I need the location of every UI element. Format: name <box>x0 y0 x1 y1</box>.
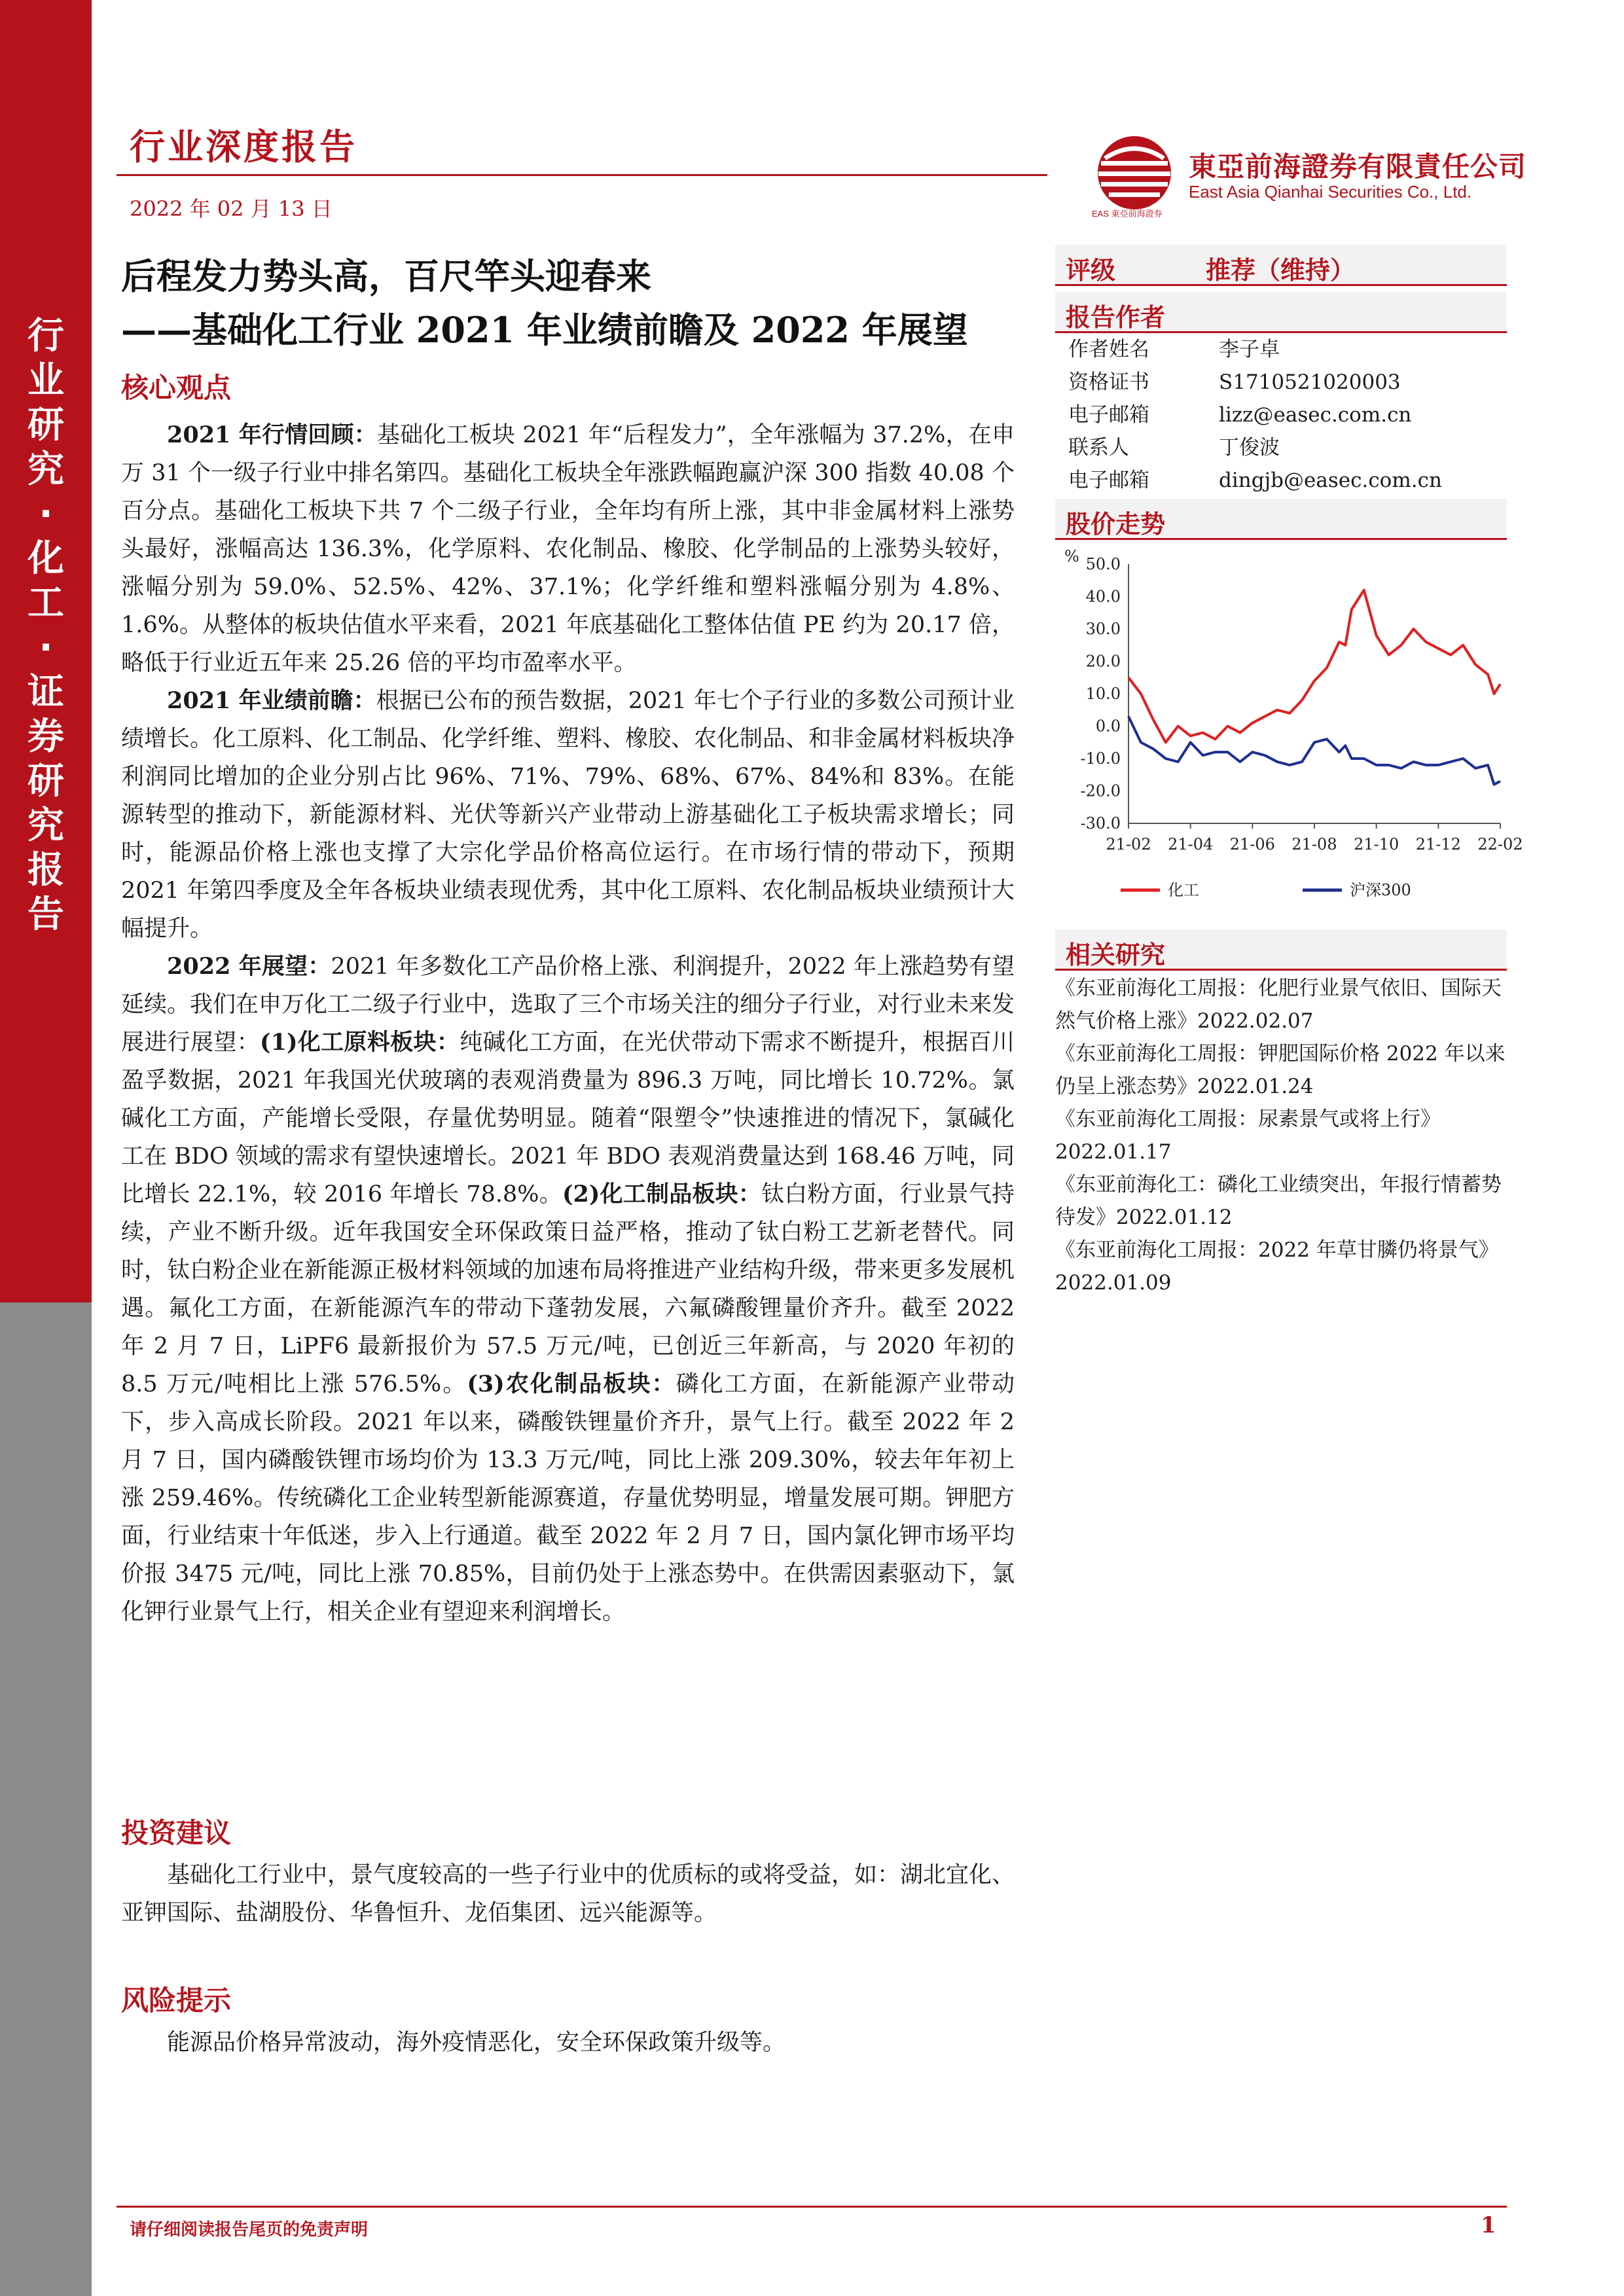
paragraph-review <box>121 416 1015 682</box>
author-row-label: 电子邮箱 <box>1068 469 1149 492</box>
author-row-label: 作者姓名 <box>1068 338 1149 361</box>
related-item[interactable]: 《东亚前海化工周报：尿素景气或将上行》2022.01.17 <box>1055 1107 1441 1164</box>
sidebar-char: 告 <box>27 893 64 936</box>
y-tick-label: 50.0 <box>1085 555 1121 573</box>
author-row-label: 联系人 <box>1068 436 1129 459</box>
paragraph-text: 钛白粉方面，行业景气持续，产业不断升级。近年我国安全环保政策日益严格，推动了钛白粉工艺新老替代。同时，钛白粉企业在新能源正极材料领域的加速布局将推进产业结构升级，带来更多发展机遇。氟化工方面，在新能源汽车的带动下蓬勃发展，六氟磷酸锂量价齐升。截至 2022 年 2 月 7 日，LiPF6 最新报价为 57.5 万元/吨，已创近三年新高，与 2020 年初的 8.5 万元/吨相比上涨 576.5%。 <box>121 1181 1015 1397</box>
related-item[interactable]: 《东亚前海化工周报：化肥行业景气依旧、国际天然气价格上涨》2022.02.07 <box>1055 977 1502 1033</box>
report-title: 后程发力势头高，百尺竿头迎春来 <box>121 255 651 297</box>
author-row-value: 李子卓 <box>1219 338 1280 361</box>
related-bar <box>1055 929 1507 971</box>
rating-bar <box>1055 245 1507 286</box>
report-date: 2022 年 02 月 13 日 <box>130 196 333 221</box>
paragraph-lead: 2021 年行情回顾： <box>167 422 377 448</box>
paragraph-text: 2021 年多数化工产品价格上涨、利润提升，2022 年上涨趋势有望延续。我们在申万化工二级子行业中，选取了三个市场关注的细分子行业，对行业未来发展进行展望： <box>121 954 1015 1056</box>
authors-title: 报告作者 <box>1066 303 1166 332</box>
author-row-value: lizz@easec.com.cn <box>1219 403 1412 427</box>
x-tick-label: 22-02 <box>1477 835 1523 853</box>
risk-body <box>121 2024 1015 2062</box>
invest-body <box>121 1856 1015 1932</box>
y-tick-label: -10.0 <box>1080 749 1121 768</box>
x-tick-label: 21-04 <box>1168 835 1214 853</box>
x-tick-label: 21-12 <box>1415 835 1461 853</box>
x-tick-label: 21-02 <box>1106 835 1151 853</box>
related-item[interactable]: 《东亚前海化工周报：2022 年草甘膦仍将景气》2022.01.09 <box>1055 1238 1499 1295</box>
related-title: 相关研究 <box>1066 941 1166 969</box>
author-row-value: dingjb@easec.com.cn <box>1219 469 1442 492</box>
company-name-en: East Asia Qianhai Securities Co., Ltd. <box>1189 182 1472 202</box>
report-type: 行业深度报告 <box>130 126 357 168</box>
paragraph-lead: (3)农化制品板块： <box>467 1371 676 1397</box>
paragraph-outlook <box>121 948 1015 1631</box>
report-subtitle: ——基础化工行业 2021 年业绩前瞻及 2022 年展望 <box>121 309 968 351</box>
paragraph-lead: 2022 年展望： <box>167 953 331 980</box>
paragraph-lead: 2021 年业绩前瞻： <box>167 687 376 714</box>
section-invest-heading: 投资建议 <box>121 1817 232 1849</box>
series-line-csi300 <box>1128 717 1500 785</box>
legend-label: 化工 <box>1168 881 1199 899</box>
sidebar-char: 券 <box>27 715 64 758</box>
page-number: 1 <box>1481 2212 1496 2238</box>
sidebar-char: 证 <box>27 671 64 713</box>
y-tick-label: 0.0 <box>1095 717 1121 736</box>
sidebar-char: 研 <box>27 404 64 446</box>
x-tick-label: 21-10 <box>1354 835 1399 853</box>
x-tick-label: 21-08 <box>1291 835 1337 853</box>
sidebar <box>0 0 92 2296</box>
y-tick-label: -30.0 <box>1080 814 1121 833</box>
y-tick-label: 30.0 <box>1085 620 1121 638</box>
series-line-chemical <box>1128 590 1500 743</box>
author-row <box>1068 431 1280 460</box>
company-name-cn: 東亞前海證券有限責任公司 <box>1189 151 1527 183</box>
paragraph-lead: (1)化工原料板块： <box>260 1029 460 1056</box>
legend-label: 沪深300 <box>1350 881 1411 899</box>
author-row-value: S1710521020003 <box>1219 370 1401 394</box>
sidebar-char: 工 <box>27 582 64 624</box>
sidebar-char: · <box>39 493 53 535</box>
authors-bar <box>1055 292 1507 333</box>
author-row <box>1068 365 1401 395</box>
y-tick-label: -20.0 <box>1080 781 1121 800</box>
sidebar-char: 行 <box>27 315 64 357</box>
core-body <box>121 416 1015 1631</box>
rating-label: 评级 <box>1066 256 1116 285</box>
sidebar-char: 研 <box>27 760 64 802</box>
x-tick-label: 21-06 <box>1229 835 1275 853</box>
logo-caption: EAS 東亞前海證券 <box>1092 209 1163 219</box>
paragraph-lead: (2)化工制品板块： <box>562 1181 761 1208</box>
chart-bar <box>1055 499 1507 540</box>
y-tick-label: 40.0 <box>1085 587 1121 606</box>
sidebar-char: 业 <box>27 359 64 402</box>
author-row-label: 电子邮箱 <box>1068 403 1149 427</box>
paragraph-text: 磷化工方面，在新能源产业带动下，步入高成长阶段。2021 年以来，磷酸铁锂量价齐升，景气上行。截至 2022 年 2 月 7 日，国内磷酸铁锂市场均价为 13.3 万元/吨，同比上涨 209.30%，较去年年初上涨 259.46%。传统磷化工企业转型新能源赛道，存量优势明显，增量发展可期。钾肥方面，行业结束十年低迷，步入上行通道。截至 2022 年 2 月 7 日，国内氯化钾市场平均价报 3475 元/吨，同比上涨 70.85%，目前仍处于上涨态势中。在供需因素驱动下，氯化钾行业景气上行，相关企业有望迎来利润增长。 <box>121 1371 1015 1625</box>
invest-text: 基础化工行业中，景气度较高的一些子行业中的优质标的或将受益，如：湖北宜化、亚钾国际、盐湖股份、华鲁恒升、龙佰集团、远兴能源等。 <box>121 1862 1015 1926</box>
stock-trend-chart <box>1055 543 1523 916</box>
section-risk-heading: 风险提示 <box>121 1984 232 2017</box>
chart-section-title: 股价走势 <box>1066 510 1166 539</box>
sidebar-label <box>0 314 92 937</box>
rating-value: 推荐（维持） <box>1206 256 1356 285</box>
sidebar-char: 究 <box>27 448 64 491</box>
author-row <box>1068 463 1442 493</box>
risk-text: 能源品价格异常波动，海外疫情恶化，安全环保政策升级等。 <box>167 2030 786 2056</box>
related-item[interactable]: 《东亚前海化工周报：钾肥国际价格 2022 年以来仍呈上涨态势》2022.01.24 <box>1055 1042 1506 1098</box>
sidebar-char: 化 <box>27 537 64 580</box>
company-logo-icon <box>1092 132 1177 217</box>
author-row <box>1068 332 1280 362</box>
section-core-heading: 核心观点 <box>121 372 232 404</box>
paragraph-forecast <box>121 682 1015 948</box>
related-list <box>1055 972 1513 1299</box>
sidebar-char: 报 <box>27 849 64 891</box>
related-item[interactable]: 《东亚前海化工：磷化工业绩突出，年报行情蓄势待发》2022.01.12 <box>1055 1173 1502 1229</box>
footer-divider <box>117 2206 1507 2208</box>
y-tick-label: 20.0 <box>1085 652 1121 671</box>
author-row-value: 丁俊波 <box>1219 436 1280 459</box>
footer-disclaimer[interactable]: 请仔细阅读报告尾页的免责声明 <box>130 2220 369 2240</box>
header-divider <box>117 174 1047 176</box>
y-axis-unit: % <box>1064 547 1079 565</box>
sidebar-char: · <box>39 626 53 669</box>
author-row <box>1068 398 1411 427</box>
paragraph-text: 纯碱化工方面，在光伏带动下需求不断提升，根据百川盈孚数据，2021 年我国光伏玻璃的表观消费量为 896.3 万吨，同比增长 10.72%。氯碱化工方面，产能增长受限，存量优势明显。随着“限塑令”快速推进的情况下，氯碱化工在 BDO 领域的需求有望快速增长。2021 年 BDO 表观消费量达到 168.46 万吨，同比增长 22.1%，较 2016 年增长 78.8%。 <box>121 1030 1015 1208</box>
sidebar-char: 究 <box>27 804 64 847</box>
author-row-label: 资格证书 <box>1068 370 1149 394</box>
paragraph-text: 根据已公布的预告数据，2021 年七个子行业的多数公司预计业绩增长。化工原料、化工制品、化学纤维、塑料、橡胶、农化制品、和非金属材料板块净利润同比增加的企业分别占比 96%、71%、79%、68%、67%、84%和 83%。在能源转型的推动下，新能源材料、光伏等新兴产业带动上游基础化工子板块需求增长；同时，能源品价格上涨也支撑了大宗化学品价格高位运行。在市场行情的带动下，预期 2021 年第四季度及全年各板块业绩表现优秀，其中化工原料、农化制品板块业绩预计大幅提升。 <box>121 688 1015 942</box>
sidebar-grey-band <box>0 1302 92 2296</box>
paragraph-text: 基础化工板块 2021 年“后程发力”，全年涨幅为 37.2%，在申万 31 个一级子行业中排名第四。基础化工板块全年涨跌幅跑赢沪深 300 指数 40.08 个百分点。基础化工板块下共 7 个二级子行业，全年均有所上涨，其中非金属材料上涨势头最好，涨幅高达 136.3%，化学原料、农化制品、橡胶、化学制品的上涨势头较好，涨幅分别为 59.0%、52.5%、42%、37.1%；化学纤维和塑料涨幅分别为 4.8%、1.6%。从整体的板块估值水平来看，2021 年底基础化工整体估值 PE 约为 20.17 倍，略低于行业近五年来 25.26 倍的平均市盈率水平。 <box>121 422 1015 676</box>
y-tick-label: 10.0 <box>1085 685 1121 703</box>
